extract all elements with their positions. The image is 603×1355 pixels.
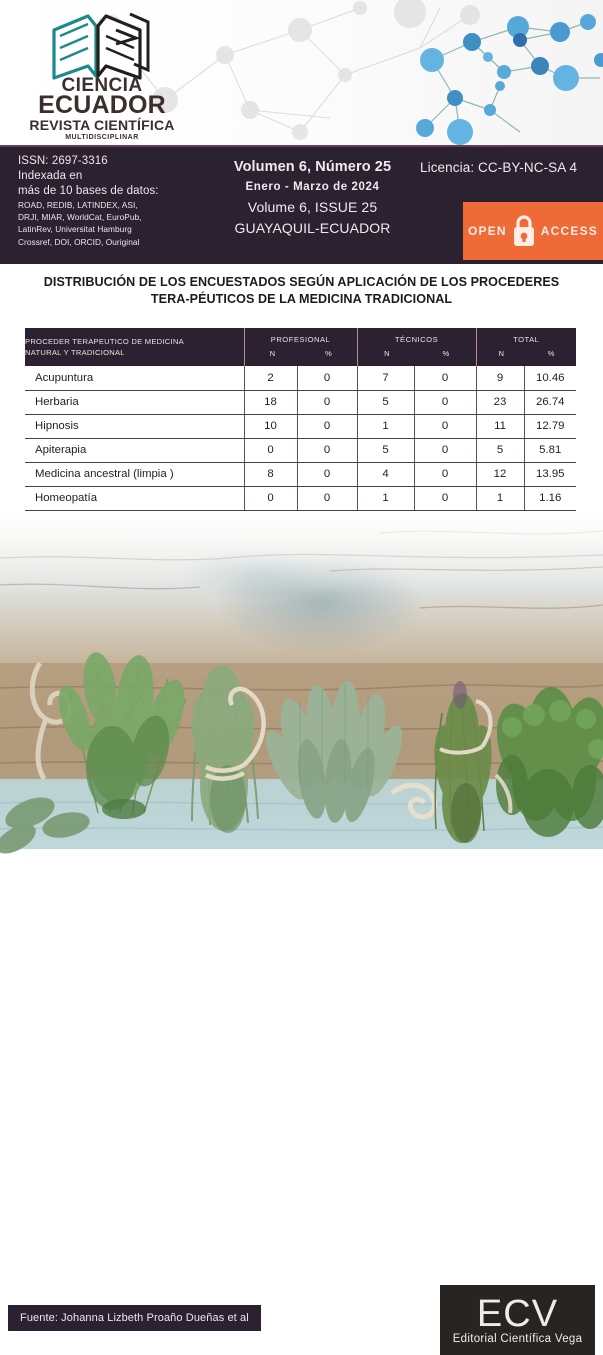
photo-source-text: Fuente: Johanna Lizbeth Proaño Dueñas et al <box>20 1312 249 1324</box>
table-row <box>25 462 576 486</box>
cell-tec-pct: 0 <box>414 414 476 438</box>
cell-tec-n: 1 <box>357 414 414 438</box>
cell-procedure: Homeopatía <box>25 486 244 510</box>
subcol-total-n: N <box>498 349 505 358</box>
cell-prof-pct: 0 <box>297 366 357 390</box>
open-access-right-label: ACCESS <box>540 224 599 238</box>
open-book-icon <box>50 10 160 82</box>
logo-line-ecuador: ECUADOR <box>38 91 166 119</box>
page-header <box>0 0 603 145</box>
subcol-tecnicos-n: N <box>384 349 390 358</box>
database-line-1: ROAD, REDIB, LATINDEX, ASI, <box>18 200 138 210</box>
cell-total-n: 1 <box>476 486 524 510</box>
database-line-2: DRJI, MIAR, WorldCat, EuroPub, <box>18 212 142 223</box>
volume-issue-block <box>200 157 425 238</box>
cell-prof-n: 18 <box>244 390 297 414</box>
cell-procedure: Apiterapia <box>25 438 244 462</box>
cell-tec-n: 5 <box>357 438 414 462</box>
publisher-name: Editorial Científica Vega <box>452 1333 583 1345</box>
period-es: Enero - Marzo de 2024 <box>245 181 380 193</box>
database-line-4: Crossref, DOI, ORCID, Ouriginal <box>18 236 140 247</box>
table-head <box>25 328 576 366</box>
cell-prof-n: 2 <box>244 366 297 390</box>
cell-prof-n: 0 <box>244 486 297 510</box>
cell-total-n: 5 <box>476 438 524 462</box>
cell-procedure: Hipnosis <box>25 414 244 438</box>
journal-logo <box>22 8 182 140</box>
col-header-procedure-line2: NATURAL Y TRADICIONAL <box>25 348 125 357</box>
cell-total-n: 11 <box>476 414 524 438</box>
database-line-3: LatinRev, Universitat Hamburg <box>18 224 132 235</box>
cell-tec-n: 7 <box>357 366 414 390</box>
herbs-photo <box>0 513 603 1345</box>
page-title: DISTRIBUCIÓN DE LOS ENCUESTADOS SEGÚN APLICACIÓN DE LOS PROCEDERES TERA-PÉUTICOS DE LA MEDICINA TRADICIONAL <box>43 275 560 306</box>
open-lock-icon <box>511 214 537 248</box>
cell-prof-pct: 0 <box>297 486 357 510</box>
issn-text: ISSN: 2697-3316 <box>18 155 108 167</box>
cell-total-n: 23 <box>476 390 524 414</box>
logo-line-multidisciplinar: MULTIDISCIPLINAR <box>65 134 139 141</box>
cell-total-pct: 26.74 <box>524 390 576 414</box>
cell-total-pct: 12.79 <box>524 414 576 438</box>
volume-en: Volume 6, ISSUE 25 <box>247 199 378 215</box>
subcol-total-pct: % <box>547 349 555 358</box>
herbs-photo-illustration <box>0 513 603 849</box>
table-row <box>25 438 576 462</box>
cell-tec-pct: 0 <box>414 366 476 390</box>
table-row <box>25 390 576 414</box>
table-row <box>25 366 576 390</box>
city-country: GUAYAQUIL-ECUADOR <box>234 220 391 236</box>
cell-prof-pct: 0 <box>297 462 357 486</box>
subcol-profesional-n: N <box>269 349 276 358</box>
cell-prof-pct: 0 <box>297 390 357 414</box>
license-text: Licencia: CC-BY-NC-SA 4 <box>420 160 578 175</box>
indexed-line-1: Indexada en <box>18 170 83 182</box>
cell-tec-pct: 0 <box>414 390 476 414</box>
col-header-tecnicos <box>357 328 476 366</box>
col-header-procedure <box>25 328 244 366</box>
subcol-tecnicos-pct: % <box>442 349 450 358</box>
cell-tec-pct: 0 <box>414 462 476 486</box>
cell-total-pct: 13.95 <box>524 462 576 486</box>
cell-prof-n: 0 <box>244 438 297 462</box>
group-label-profesional: PROFESIONAL <box>270 335 331 344</box>
cell-prof-n: 8 <box>244 462 297 486</box>
logo-line-revista: REVISTA CIENTÍFICA <box>29 117 175 133</box>
cell-total-n: 9 <box>476 366 524 390</box>
cell-prof-pct: 0 <box>297 438 357 462</box>
cell-prof-n: 10 <box>244 414 297 438</box>
cell-total-n: 12 <box>476 462 524 486</box>
indexed-line-2: más de 10 bases de datos: <box>18 185 159 197</box>
col-header-total <box>476 328 576 366</box>
cell-procedure: Acupuntura <box>25 366 244 390</box>
cell-total-pct: 10.46 <box>524 366 576 390</box>
col-header-procedure-line1: PROCEDER TERAPEUTICO DE MEDICINA <box>25 337 184 346</box>
issn-index-block <box>18 153 203 248</box>
cell-tec-n: 5 <box>357 390 414 414</box>
cell-procedure: Herbaria <box>25 390 244 414</box>
open-access-left-label: OPEN <box>467 224 507 238</box>
group-label-tecnicos: TÉCNICOS <box>394 335 439 344</box>
table-row <box>25 414 576 438</box>
publisher-acronym: ECV <box>476 1293 559 1335</box>
cell-procedure: Medicina ancestral (limpia ) <box>25 462 244 486</box>
group-label-total: TOTAL <box>513 335 540 344</box>
cell-tec-n: 4 <box>357 462 414 486</box>
col-header-profesional <box>244 328 357 366</box>
subcol-profesional-pct: % <box>325 349 333 358</box>
open-access-badge[interactable] <box>463 202 603 260</box>
cell-prof-pct: 0 <box>297 414 357 438</box>
table-header-row <box>25 328 576 366</box>
publisher-logo <box>440 1285 595 1355</box>
results-table <box>25 328 576 511</box>
table-row <box>25 486 576 510</box>
cell-total-pct: 5.81 <box>524 438 576 462</box>
cell-tec-n: 1 <box>357 486 414 510</box>
logo-line-ciencia: CIENCIA <box>61 75 143 96</box>
photo-source-caption <box>8 1305 261 1331</box>
cell-total-pct: 1.16 <box>524 486 576 510</box>
license-block <box>420 159 595 177</box>
cell-tec-pct: 0 <box>414 438 476 462</box>
cell-tec-pct: 0 <box>414 486 476 510</box>
volume-es: Volumen 6, Número 25 <box>233 159 392 175</box>
table-body <box>25 366 576 510</box>
